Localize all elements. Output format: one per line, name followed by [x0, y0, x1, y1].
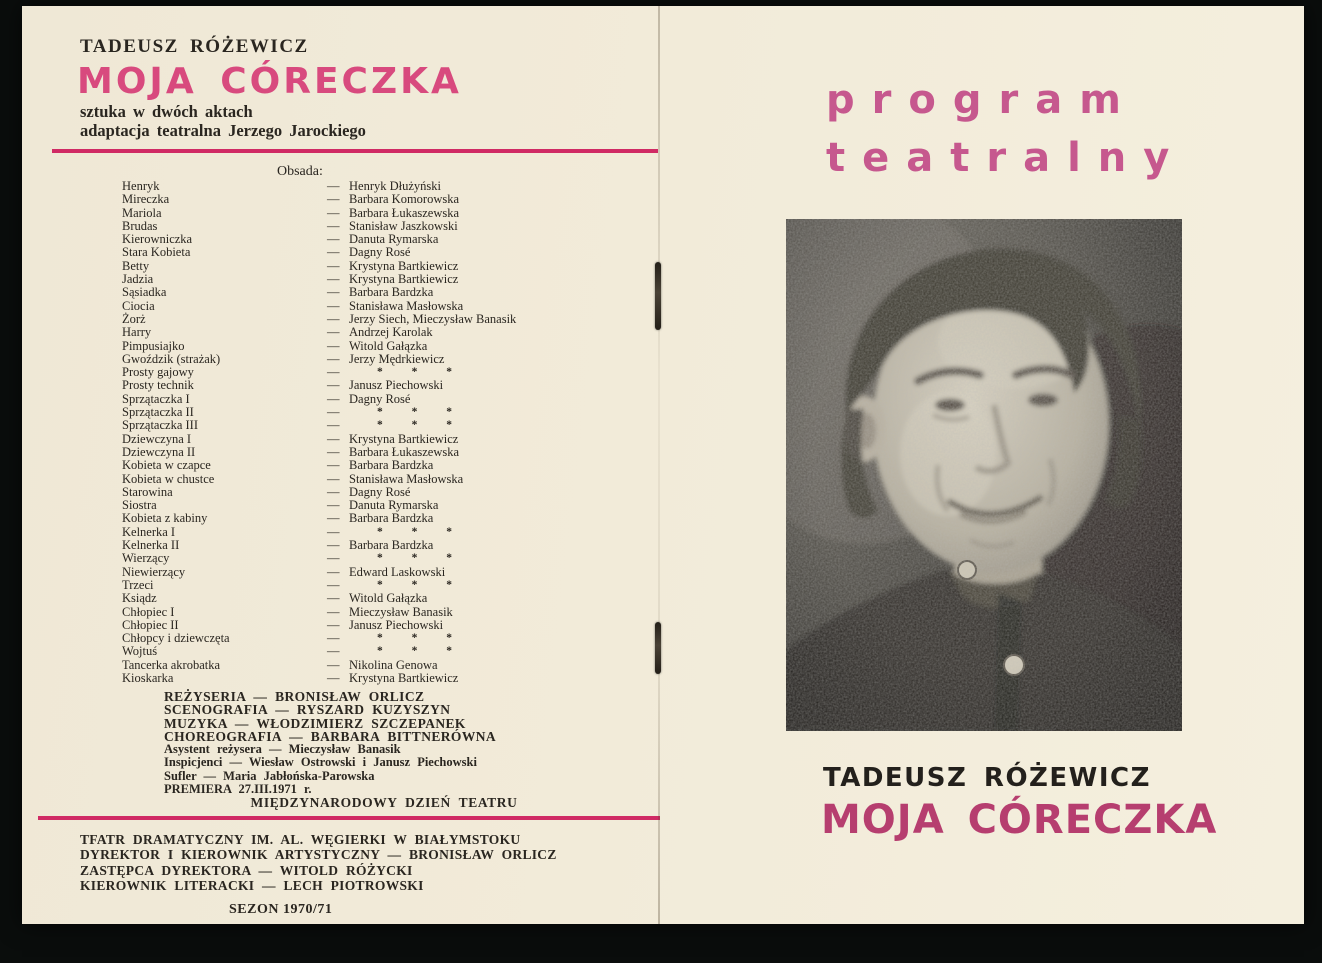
- cast-actor-name: Stanisława Masłowska: [349, 298, 464, 313]
- cast-dash: —: [327, 272, 340, 287]
- cast-row: [52, 552, 658, 565]
- cast-row: [52, 619, 658, 632]
- cast-actor-name: Jerzy Siech, Mieczysław Banasik: [349, 311, 517, 326]
- cast-actor-name: Nikolina Genowa: [349, 657, 438, 672]
- cast-dash: —: [327, 338, 340, 353]
- cast-dash: —: [327, 405, 340, 420]
- cast-actor-name: * * *: [377, 578, 465, 591]
- pink-divider-bottom: [38, 816, 660, 820]
- cast-role: Starowina: [122, 484, 173, 499]
- cast-row: [52, 526, 658, 539]
- cast-dash: —: [327, 298, 340, 313]
- cast-row: [52, 313, 658, 326]
- cast-actor-name: Henryk Dłużyński: [349, 179, 441, 193]
- staple-bottom: [655, 622, 661, 674]
- cast-dash: —: [327, 365, 340, 380]
- cast-actor-name: Dagny Rosé: [349, 484, 411, 499]
- cast-dash: —: [327, 458, 340, 473]
- cast-row: [52, 566, 658, 579]
- cast-dash: —: [327, 258, 340, 273]
- cast-row: [52, 353, 658, 366]
- cast-role: Kobieta w czapce: [122, 458, 211, 473]
- cast-actor-name: Barbara Bardzka: [349, 285, 434, 300]
- cast-actor-name: Danuta Rymarska: [349, 232, 439, 247]
- cast-actor-name: * * *: [377, 525, 465, 538]
- cast-actor-name: * * *: [377, 552, 465, 565]
- cast-actor-name: * * *: [377, 366, 465, 379]
- cast-dash: —: [327, 617, 340, 632]
- cast-row: [52, 433, 658, 446]
- cast-role: Niewierzący: [122, 564, 186, 579]
- cast-role: Jadzia: [122, 272, 154, 287]
- credit-line: Inspicjenci — Wiesław Ostrowski i Janusz Piechowski: [164, 755, 477, 770]
- cast-role: Sąsiadka: [122, 285, 167, 300]
- cast-actor-name: Witold Gałązka: [349, 338, 428, 353]
- author-name: TADEUSZ RÓŻEWICZ: [80, 36, 309, 57]
- theatre-line: ZASTĘPCA DYREKTORA — WITOLD RÓŻYCKI: [80, 862, 413, 878]
- cast-actor-name: Krystyna Bartkiewicz: [349, 258, 459, 273]
- cast-actor-name: Witold Gałązka: [349, 591, 428, 606]
- cast-dash: —: [327, 564, 340, 579]
- cast-row: [52, 207, 658, 220]
- cast-dash: —: [327, 431, 340, 446]
- credit-line: Asystent reżysera — Mieczysław Banasik: [164, 742, 401, 757]
- cast-role: Tancerka akrobatka: [122, 657, 221, 672]
- theatre-line: KIEROWNIK LITERACKI — LECH PIOTROWSKI: [80, 877, 424, 893]
- cast-actor-name: Barbara Bardzka: [349, 538, 434, 553]
- production-credits: [164, 690, 604, 809]
- cast-row: [52, 659, 658, 672]
- cast-actor-name: * * *: [377, 406, 465, 419]
- cast-actor-name: Mieczysław Banasik: [349, 604, 453, 619]
- cast-row: [52, 672, 658, 685]
- cast-role: Mariola: [122, 205, 162, 220]
- cast-row: [52, 233, 658, 246]
- credit-line: MIĘDZYNARODOWY DZIEŃ TEATRU: [250, 794, 518, 810]
- cast-role: Sprzątaczka I: [122, 391, 190, 406]
- cast-actor-name: Stanisław Jaszkowski: [349, 218, 458, 233]
- cast-role: Kelnerka I: [122, 524, 176, 539]
- cast-dash: —: [327, 418, 340, 433]
- cast-list: [52, 180, 658, 685]
- cast-row: [52, 645, 658, 658]
- cast-row: [52, 379, 658, 392]
- cast-dash: —: [327, 232, 340, 247]
- cast-role: Chłopiec II: [122, 617, 179, 632]
- cast-dash: —: [327, 311, 340, 326]
- cast-actor-name: Dagny Rosé: [349, 391, 411, 406]
- cast-actor-name: Barbara Komorowska: [349, 192, 460, 207]
- cast-role: Brudas: [122, 218, 158, 233]
- cast-actor-name: Barbara Bardzka: [349, 511, 434, 526]
- theatre-line: TFATR DRAMATYCZNY IM. AL. WĘGIERKI W BIAŁYMSTOKU: [80, 832, 521, 848]
- cast-dash: —: [327, 325, 340, 340]
- cast-actor-name: Barbara Łukaszewska: [349, 444, 460, 459]
- theatre-line: DYREKTOR I KIEROWNIK ARTYSTYCZNY — BRONISŁAW ORLICZ: [80, 847, 557, 863]
- cast-actor-name: Janusz Piechowski: [349, 378, 444, 393]
- staple-top: [655, 262, 661, 330]
- cast-actor-name: Janusz Piechowski: [349, 617, 444, 632]
- cast-row: [52, 366, 658, 379]
- cast-actor-name: * * *: [377, 645, 465, 658]
- cast-role: Kierowniczka: [122, 232, 193, 247]
- cast-role: Gwoździk (strażak): [122, 351, 221, 366]
- cast-actor-name: Barbara Bardzka: [349, 458, 434, 473]
- cast-role: Chłopcy i dziewczęta: [122, 631, 230, 646]
- cast-row: [52, 260, 658, 273]
- cast-dash: —: [327, 511, 340, 526]
- cast-row: [52, 592, 658, 605]
- credit-line: MUZYKA — WŁODZIMIERZ SZCZEPANEK: [164, 715, 466, 731]
- cast-row: [52, 286, 658, 299]
- cast-role: Kobieta z kabiny: [122, 511, 208, 526]
- cast-dash: —: [327, 577, 340, 592]
- cast-dash: —: [327, 551, 340, 566]
- cast-actor-name: Krystyna Bartkiewicz: [349, 670, 459, 685]
- cast-actor-name: Barbara Łukaszewska: [349, 205, 460, 220]
- cast-dash: —: [327, 285, 340, 300]
- cast-row: [52, 406, 658, 419]
- cast-role: Żorż: [122, 311, 146, 326]
- cast-row: [52, 220, 658, 233]
- cast-role: Betty: [122, 258, 150, 273]
- cast-role: Chłopiec I: [122, 604, 175, 619]
- credit-line: Sufler — Maria Jabłońska-Parowska: [164, 768, 375, 783]
- left-page: [22, 6, 658, 924]
- cast-role: Henryk: [122, 179, 160, 193]
- cast-section-header: Obsada:: [277, 164, 323, 179]
- cast-dash: —: [327, 631, 340, 646]
- cast-dash: —: [327, 604, 340, 619]
- cast-row: [52, 473, 658, 486]
- cast-dash: —: [327, 179, 340, 193]
- cast-dash: —: [327, 444, 340, 459]
- cast-actor-name: Andrzej Karolak: [349, 325, 433, 340]
- cast-dash: —: [327, 524, 340, 539]
- cast-actor-name: Krystyna Bartkiewicz: [349, 272, 459, 287]
- cast-role: Sprzątaczka III: [122, 418, 198, 433]
- cast-row: [52, 499, 658, 512]
- credit-line: CHOREOGRAFIA — BARBARA BITTNERÓWNA: [164, 728, 497, 744]
- cast-row: [52, 246, 658, 259]
- cast-row: [52, 512, 658, 525]
- cast-dash: —: [327, 192, 340, 207]
- cast-actor-name: Dagny Rosé: [349, 245, 411, 260]
- cast-dash: —: [327, 644, 340, 659]
- cast-actor-name: Edward Laskowski: [349, 564, 446, 579]
- cast-row: [52, 193, 658, 206]
- cast-row: [52, 273, 658, 286]
- play-subtitle: sztuka w dwóch aktach: [80, 102, 253, 121]
- cast-row: [52, 539, 658, 552]
- cast-role: Kioskarka: [122, 670, 174, 685]
- portrait-photo: [786, 219, 1182, 731]
- cast-actor-name: Jerzy Mędrkiewicz: [349, 351, 445, 366]
- cast-row: [52, 579, 658, 592]
- cast-dash: —: [327, 351, 340, 366]
- cast-role: Sprzątaczka II: [122, 405, 194, 420]
- cast-role: Dziewczyna I: [122, 431, 192, 446]
- cast-dash: —: [327, 591, 340, 606]
- right-page: [658, 6, 1302, 924]
- cast-actor-name: * * *: [377, 632, 465, 645]
- cast-actor-name: Danuta Rymarska: [349, 498, 439, 513]
- program-title-line2: teatralny: [826, 135, 1187, 181]
- cast-role: Trzeci: [122, 577, 154, 592]
- cast-role: Ciocia: [122, 298, 155, 313]
- cast-role: Stara Kobieta: [122, 245, 191, 260]
- theatre-info: [80, 832, 658, 893]
- cast-role: Harry: [122, 325, 152, 340]
- cast-row: [52, 446, 658, 459]
- cast-role: Prosty gajowy: [122, 365, 194, 380]
- cast-role: Dziewczyna II: [122, 444, 196, 459]
- program-booklet: [22, 6, 1304, 924]
- season-label: SEZON 1970/71: [229, 901, 333, 917]
- cast-row: [52, 340, 658, 353]
- cast-dash: —: [327, 391, 340, 406]
- cast-role: Mireczka: [122, 192, 170, 207]
- cast-row: [52, 486, 658, 499]
- cast-actor-name: Stanisława Masłowska: [349, 471, 464, 486]
- cast-actor-name: Krystyna Bartkiewicz: [349, 431, 459, 446]
- cast-dash: —: [327, 378, 340, 393]
- cast-role: Siostra: [122, 498, 157, 513]
- play-title: MOJA CÓRECZKA: [77, 61, 462, 102]
- cast-dash: —: [327, 245, 340, 260]
- cast-role: Ksiądz: [122, 591, 157, 606]
- cast-dash: —: [327, 498, 340, 513]
- pink-divider-top: [52, 149, 658, 153]
- credit-line: REŻYSERIA — BRONISŁAW ORLICZ: [164, 689, 425, 705]
- cast-dash: —: [327, 657, 340, 672]
- cover-play-title: MOJA CÓRECZKA: [821, 797, 1218, 843]
- cast-row: [52, 326, 658, 339]
- cast-dash: —: [327, 484, 340, 499]
- cast-actor-name: * * *: [377, 419, 465, 432]
- credit-line: PREMIERA 27.III.1971 r.: [164, 781, 312, 796]
- cover-author-name: TADEUSZ RÓŻEWICZ: [823, 763, 1151, 793]
- cast-dash: —: [327, 670, 340, 685]
- cast-role: Wierzący: [122, 551, 170, 566]
- program-title-line1: program: [826, 77, 1138, 123]
- cast-dash: —: [327, 205, 340, 220]
- cast-row: [52, 393, 658, 406]
- cast-dash: —: [327, 471, 340, 486]
- cast-row: [52, 632, 658, 645]
- cast-role: Wojtuś: [122, 644, 158, 659]
- cast-role: Pimpusiajko: [122, 338, 185, 353]
- cast-row: [52, 459, 658, 472]
- cast-dash: —: [327, 538, 340, 553]
- cast-row: [52, 300, 658, 313]
- cast-row: [52, 419, 658, 432]
- credit-line: SCENOGRAFIA — RYSZARD KUZYSZYN: [164, 702, 451, 718]
- cast-role: Kobieta w chustce: [122, 471, 215, 486]
- adaptation-credit: adaptacja teatralna Jerzego Jarockiego: [80, 121, 366, 140]
- cast-role: Prosty technik: [122, 378, 194, 393]
- cast-dash: —: [327, 218, 340, 233]
- cast-row: [52, 180, 658, 193]
- cast-row: [52, 606, 658, 619]
- cast-role: Kelnerka II: [122, 538, 180, 553]
